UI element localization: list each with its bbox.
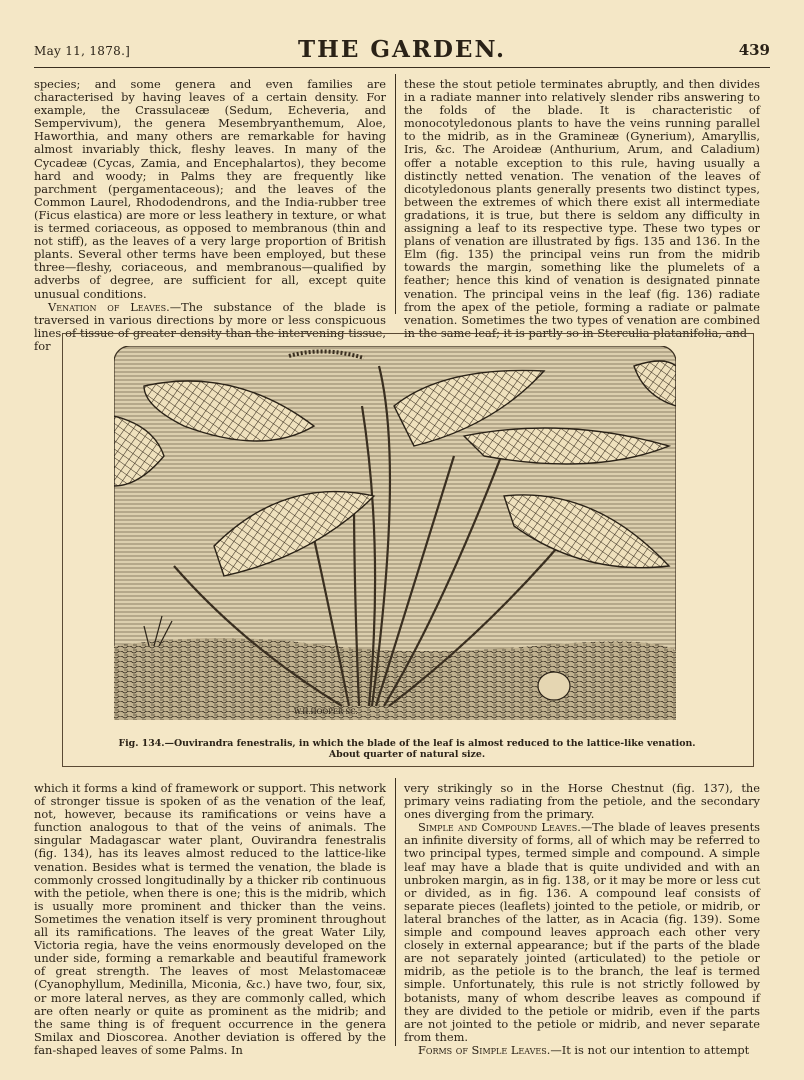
section-heading: Simple and Compound Leaves.	[418, 820, 581, 835]
figure-engraving	[114, 346, 676, 720]
masthead-title: THE GARDEN.	[297, 36, 507, 63]
issue-date: May 11, 1878.]	[34, 44, 131, 58]
paragraph: which it forms a kind of framework or support. This network of stronger tissue is spoken of as the venation of the leaf, not, however, because its ramifications or veins have a function analogous to that of the veins of animals. The singular Madagascar water plant, Ouvirandra fenestralis (fig. 134), has its leaves almost reduced to the lattice-like venation. Besides what is termed the venation, the blade is commonly crossed longitudinally by a thicker rib continuous with the petiole, when there is one; this is the midrib, which is usually more prominent and thicker than the veins. Sometimes the venation itself is very prominent throughout all its ramifications. The leaves of the great Water Lily, Victoria regia, have the veins enormously developed on the under side, forming a remarkable and beautiful framework of great strength. The leaves of most Melastomaceæ (Cyanophyllum, Medinilla, Miconia, &c.) have two, four, six, or more lateral nerves, as they are commonly called, which are often nearly or quite as prominent as the midrib; and the same thing is of frequent occurrence in the genera Smilax and Dioscorea. Another deviation is offered by the fan-shaped leaves of some Palms. In	[34, 781, 386, 1057]
section-heading: Venation of Leaves.	[48, 299, 170, 314]
column-bottom-left	[34, 782, 386, 1057]
paragraph: species; and some genera and even families are characterised by having leaves of a certain density. For example, the Crassulaceæ (Sedum, Echeveria, and Sempervivum), the genera Mesembryanthemum, Aloe, Haworthia, and many others are remarkable for having almost invariably thick, fleshy leaves. In many of the Cycadeæ (Cycas, Zamia, and Encephalartos), they become hard and woody; in Palms they are frequently like parchment (pergamentaceous); and the leaves of the Common Laurel, Rhododendrons, and the India-rubber tree (Ficus elastica) are more or less leathery in texture, or what is termed coriaceous, as opposed to membranous (thin and not stiff), as the leaves of a very large proportion of British plants. Several other terms have been employed, but these three—fleshy, coriaceous, and membranous—qualified by adverbs of degree, are sufficient for all, except quite unusual conditions.	[34, 77, 386, 301]
paragraph	[404, 1044, 760, 1057]
paragraph-text: —The substance of the blade is traversed in various directions by more or less conspicuous lines of tissue of greater density than the intervening tissue, for	[34, 299, 386, 353]
engraver-signature: W.H.HOOPER SC.	[294, 708, 358, 716]
column-divider-top	[395, 74, 396, 314]
figure-caption	[62, 738, 752, 760]
paragraph: these the stout petiole terminates abruptly, and then divides in a radiate manner into relatively slender ribs answering to the folds of the blade. It is characteristic of monocotyledonous plants to have the veins running parallel to the midrib, as in the Gramineæ (Gynerium), Amaryllis, Iris, &c. The Aroideæ (Anthurium, Arum, and Caladium) offer a notable exception to this rule, having usually a distinctly netted venation. The venation of the leaves of dicotyledonous plants generally presents two distinct types, between the extremes of which there exist all intermediate gradations, it is true, but there is seldom any difficulty in assigning a leaf to its respective type. These two types or plans of venation are illustrated by figs. 135 and 136. In the Elm (fig. 135) the principal veins run from the midrib towards the margin, something like the plumelets of a feather; hence this kind of venation is designated pinnate venation. The principal veins in the leaf (fig. 136) radiate from the apex of the petiole, forming a radiate or palmate venation. Sometimes the two types of venation are combined in the same leaf; it is partly so in Sterculia platanifolia, and	[404, 77, 760, 340]
caption-line: About quarter of natural size.	[328, 749, 486, 760]
caption-line: Fig. 134.—Ouvirandra fenestralis, in which the blade of the leaf is almost reduced to the lattice-like venation.	[118, 738, 696, 749]
paragraph-text: —It is not our intention to attempt	[550, 1042, 750, 1057]
page-header	[34, 36, 770, 66]
paragraph-text: —The blade of leaves presents an infinite diversity of forms, all of which may be referred to two principal types, termed simple and compound. A simple leaf may have a blade that is quite undivided and with an unbroken margin, as in fig. 138, or it may be more or less cut or divided, as in fig. 136. A compound leaf consists of separate pieces (leaflets) jointed to the petiole, or midrib, or lateral branches of the latter, as in Acacia (fig. 139). Some simple and compound leaves approach each other very closely in external appearance; but if the parts of the blade are not separately jointed (articulated) to the petiole or midrib, as the petiole is to the branch, the leaf is termed simple. Unfortunately, this rule is not strictly followed by botanists, many of whom describe leaves as compound if they are divided to the petiole or midrib, even if the parts are not jointed to the petiole or midrib, and never separate from them.	[404, 820, 760, 1044]
section-heading: Forms of Simple Leaves.	[418, 1042, 551, 1057]
column-top-left	[34, 78, 386, 353]
column-bottom-right	[404, 782, 760, 1057]
paragraph	[404, 821, 760, 1044]
column-top-right	[404, 78, 760, 340]
column-divider-bottom	[395, 778, 396, 1046]
header-rule	[34, 67, 770, 68]
paragraph: very strikingly so in the Horse Chestnut (fig. 137), the primary veins radiating from the petiole, and the secondary ones diverging from the primary.	[404, 781, 760, 822]
page-number: 439	[738, 41, 770, 59]
